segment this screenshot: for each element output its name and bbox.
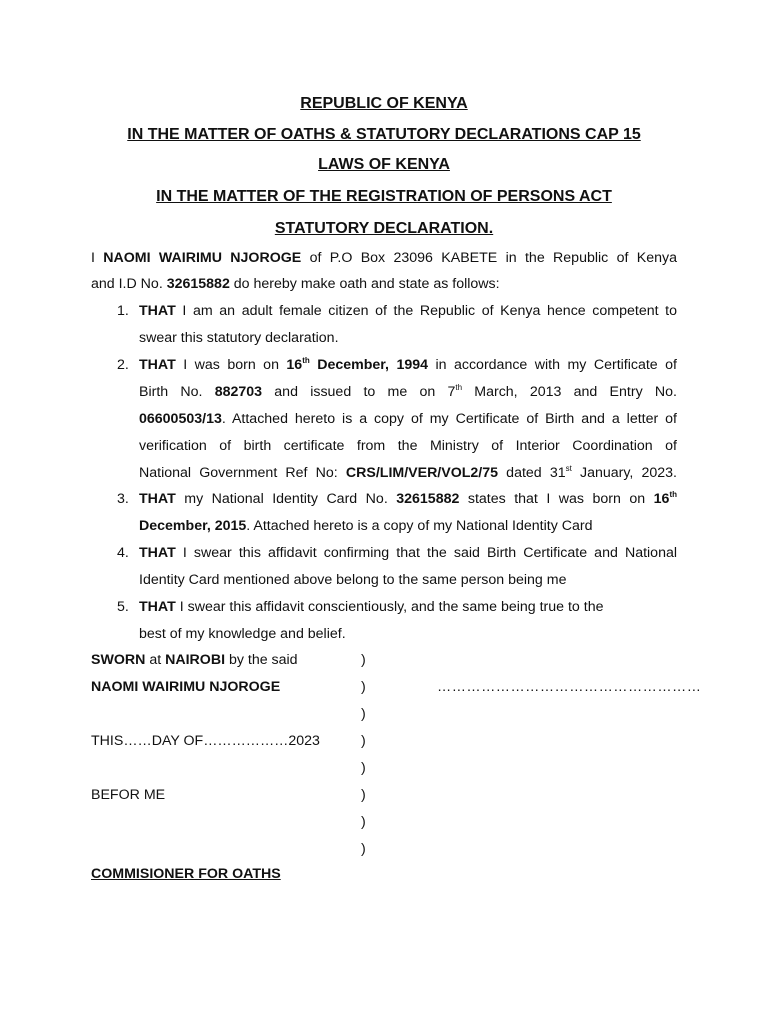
jurat-row-blank-2: ) [361, 760, 366, 776]
jurat-row-blank-4: ) [361, 841, 366, 857]
jurat-row-before-me: BEFOR ME ) [91, 787, 366, 803]
reference-number: CRS/LIM/VER/VOL2/75 [345, 465, 499, 481]
jurat-row-deponent: NAOMI WAIRIMU NJOROGE ) ……………………………………………… [91, 674, 691, 701]
jurat-row-sworn: SWORN at NAIROBI by the said ) [91, 652, 366, 668]
heading-oaths-cap: IN THE MATTER OF OATHS & STATUTORY DECLARATIONS CAP 15 [127, 126, 641, 143]
signature-line: ……………………………………………… [437, 679, 702, 695]
heading-laws-of-kenya: LAWS OF KENYA [318, 156, 450, 173]
jurat-row-blank-1: ) [361, 706, 366, 722]
jurat-row-date: THIS……DAY OF………………2023 ) [91, 733, 366, 749]
heading-registration-act: IN THE MATTER OF THE REGISTRATION OF PERSONS ACT [156, 188, 612, 205]
entry-number: 06600503/13 [139, 411, 222, 427]
heading-statutory-declaration: STATUTORY DECLARATION. [274, 220, 494, 237]
commissioner-for-oaths: COMMISIONER FOR OATHS [91, 866, 281, 882]
id-number: 32615882 [166, 276, 230, 292]
statutory-declaration-page: REPUBLIC OF KENYA IN THE MATTER OF OATHS & STATUTORY DECLARATIONS CAP 15 LAWS OF KENYA IN THE MATTER OF THE REGISTRATION OF PERSONS ACT STATUTORY DECLARATION. I NAOMI WAIRIMU NJOROGE of P.O Box 23096 KABETE in the Republic of Kenya and I.D No. 32615882 do hereby make oath and state as follows: 1. THAT I am an adult female citizen of the Republic of Kenya hence competent to swear this statutory declaration. 2. THAT I was born on 16th December, 1994 in accordance with my Certificate of Birth No. 882703 and issued to me on 7th March, 2013 and Entry No. 06600503/13. Attached hereto is a copy of my Certificate of Birth and a letter of verification of birth certificate from the Ministry of Interior Coordination of National Government Ref No: CRS/LIM/VER/VOL2/75 dated 31st January, 2023. 3. THAT my National Identity Card No. 32615882 states that I was born on 16th December, 2015. Attached hereto is a copy of my National Identity Card 4. THAT I swear this affidavit confirming that the said Birth Certificate and National Identity Card mentioned above belong to the same person being me 5. THAT I swear this affidavit conscientiously, and the same being true to the best of my knowledge and belief. SWORN at NAIROBI by the said ) NAOMI WAIRIMU NJOROGE ) ……………………………………………… ) THIS……DAY OF………………2023 ) ) BEFOR ME ) ) ) COMMISIONER FOR OATHS [0, 0, 768, 1024]
birth-cert-number: 882703 [214, 384, 263, 400]
heading-republic: REPUBLIC OF KENYA [300, 95, 468, 112]
intro-line-2: and I.D No. 32615882 do hereby make oath and state as follows: [91, 276, 500, 292]
deponent-name: NAOMI WAIRIMU NJOROGE [103, 250, 302, 266]
intro-line-1: I NAOMI WAIRIMU NJOROGE of P.O Box 23096 KABETE in the Republic of Kenya [91, 250, 677, 266]
jurat-row-blank-3: ) [361, 814, 366, 830]
